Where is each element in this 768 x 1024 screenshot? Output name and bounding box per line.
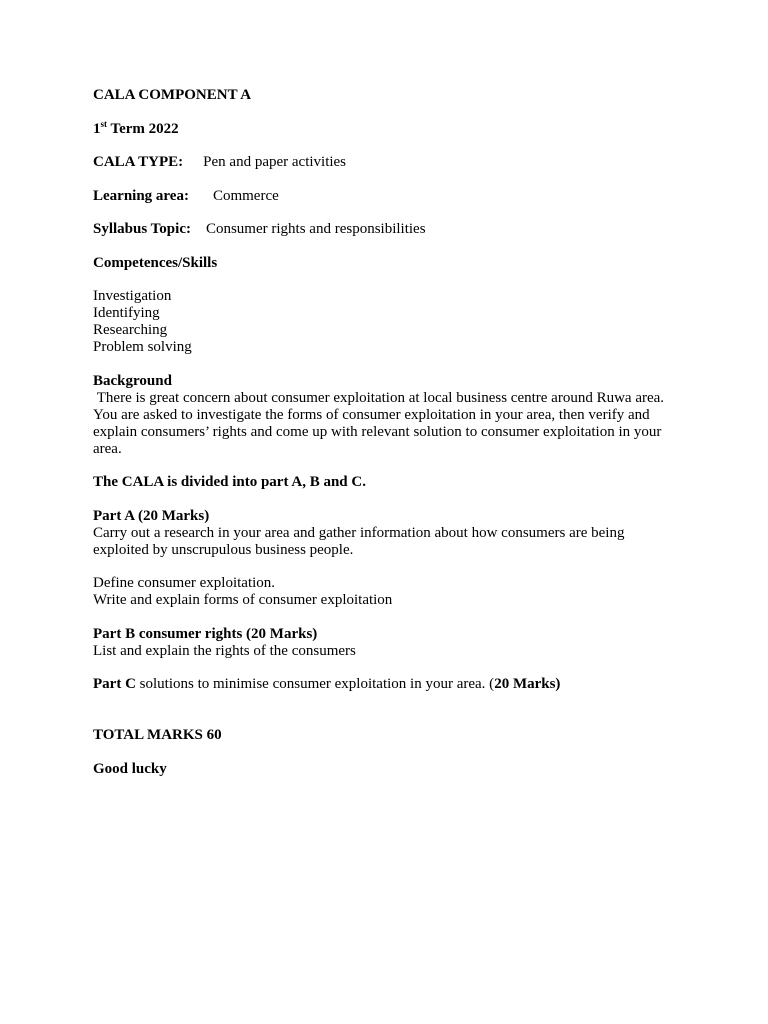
term-rest: Term 2022 bbox=[107, 120, 179, 137]
closing-line: Good lucky bbox=[93, 760, 167, 777]
competences-list bbox=[93, 288, 673, 356]
competence-item: Investigation bbox=[93, 288, 172, 304]
syllabus-topic-label: Syllabus Topic: bbox=[93, 221, 191, 237]
part-a-tasks bbox=[93, 575, 673, 609]
term-suffix: st bbox=[100, 118, 107, 129]
cala-type-label: CALA TYPE: bbox=[93, 154, 184, 170]
part-a-task: Write and explain forms of consumer exploitation bbox=[93, 592, 393, 608]
background-text: There is great concern about consumer exploitation at local business centre around Ruwa area. You are asked to investigate the forms of consumer exploitation in your area, then verify and explain consumers’ rights and come up with relevant solution to consumer exploitation in your area. bbox=[93, 389, 668, 457]
background-heading: Background bbox=[93, 372, 172, 389]
part-c-text: solutions to minimise consumer exploitation in your area. ( bbox=[135, 676, 495, 692]
background-section bbox=[93, 373, 673, 458]
term-number: 1 bbox=[93, 120, 101, 137]
division-statement: The CALA is divided into part A, B and C. bbox=[93, 474, 366, 490]
part-a-section bbox=[93, 508, 673, 559]
part-c-line bbox=[93, 676, 673, 693]
total-marks: TOTAL MARKS 60 bbox=[93, 727, 222, 743]
term-line bbox=[93, 118, 673, 138]
cala-type-line bbox=[93, 154, 673, 171]
learning-area-line bbox=[93, 188, 673, 205]
syllabus-topic-value: Consumer rights and responsibilities bbox=[205, 221, 426, 237]
learning-area-value: Commerce bbox=[212, 187, 279, 204]
document-page bbox=[93, 87, 673, 778]
competence-item: Researching bbox=[93, 322, 168, 338]
part-a-task: Define consumer exploitation. bbox=[93, 575, 276, 591]
part-c-marks: 20 Marks) bbox=[494, 676, 561, 692]
part-a-heading: Part A (20 Marks) bbox=[93, 507, 210, 524]
competence-item: Problem solving bbox=[93, 339, 192, 355]
learning-area-label: Learning area: bbox=[93, 187, 189, 204]
document-title: CALA COMPONENT A bbox=[93, 87, 252, 103]
competences-heading: Competences/Skills bbox=[93, 254, 218, 271]
part-b-text: List and explain the rights of the consumers bbox=[93, 642, 356, 659]
part-a-text: Carry out a research in your area and gather information about how consumers are being exploited by unscrupulous business people. bbox=[93, 524, 625, 558]
syllabus-topic-line bbox=[93, 221, 673, 238]
cala-type-value: Pen and paper activities bbox=[203, 154, 347, 170]
competence-item: Identifying bbox=[93, 305, 160, 321]
part-b-section bbox=[93, 626, 673, 660]
part-c-label: Part C bbox=[93, 676, 136, 692]
part-b-heading: Part B consumer rights (20 Marks) bbox=[93, 625, 318, 642]
